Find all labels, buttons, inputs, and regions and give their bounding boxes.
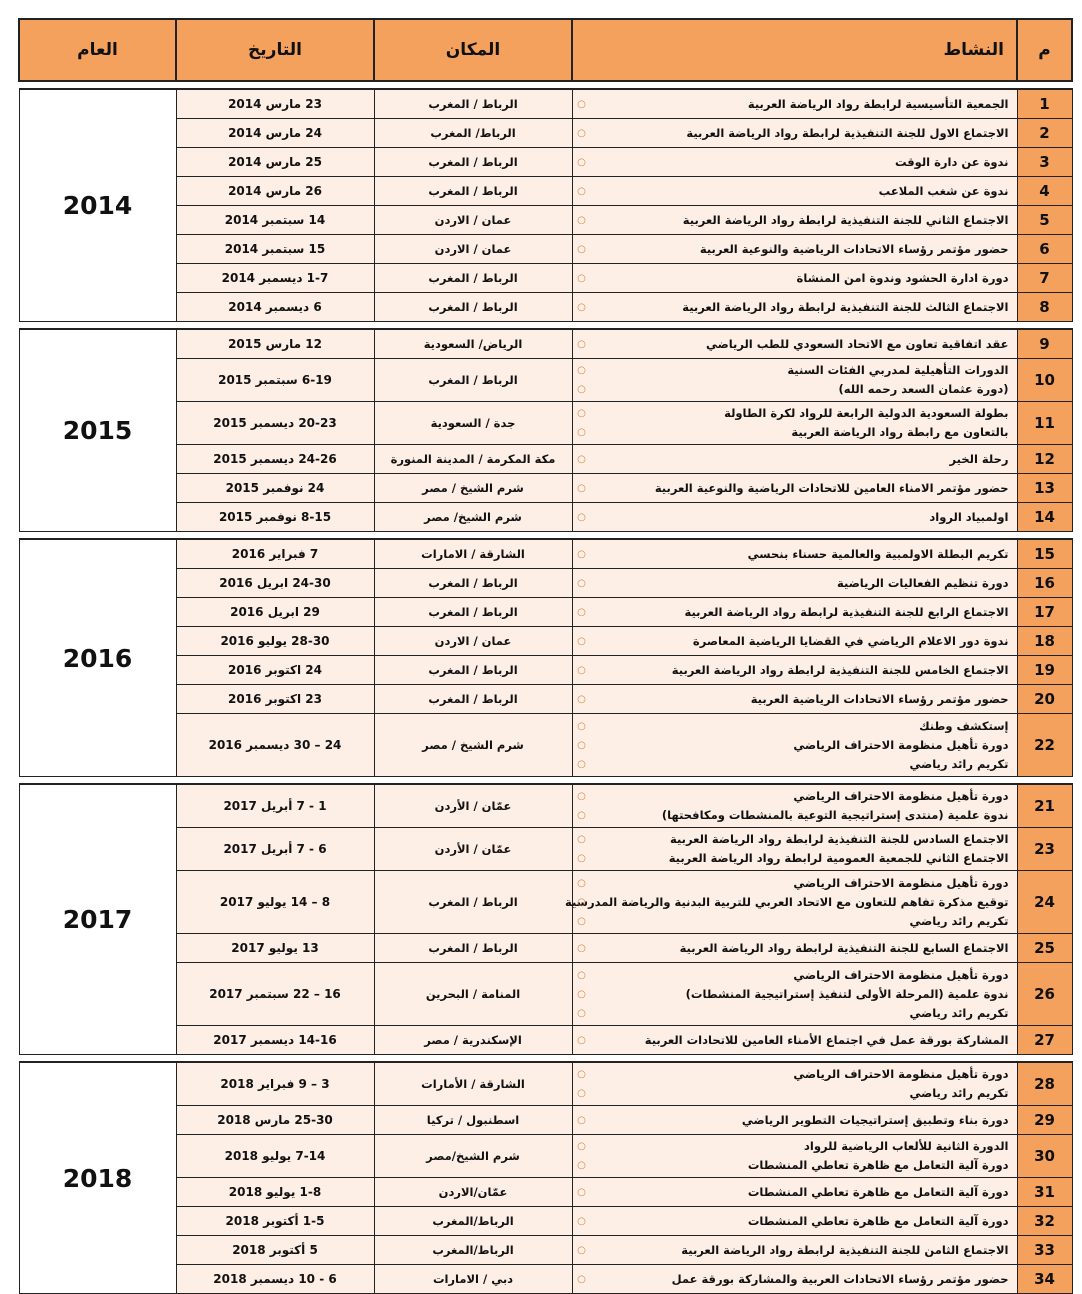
- activity-line: حضور مؤتمر رؤساء الاتحادات الرياضية العربية ○: [599, 690, 1009, 709]
- table-header-row: [19, 19, 1072, 81]
- row-number: 19: [1017, 656, 1072, 685]
- activity-line: المشاركة بورقة عمل في اجتماع الأمناء العامين للاتحادات العربية ○: [599, 1031, 1009, 1050]
- activity-line: الدورة الثانية للألعاب الرياضية للرواد ○: [599, 1137, 1009, 1156]
- activity-line: ندوة دور الاعلام الرياضي في القضايا الرياضية المعاصرة ○: [599, 632, 1009, 651]
- row-activity: [572, 1178, 1017, 1207]
- row-date: 6 - 7 أبريل 2017: [176, 828, 374, 871]
- activity-line: تكريم رائد رياضي ○: [599, 755, 1009, 774]
- row-activity: [564, 871, 1017, 934]
- table-row: [19, 828, 1072, 871]
- row-number: 29: [1017, 1106, 1072, 1135]
- group-gap-cell: [19, 777, 1072, 785]
- row-number: 15: [1017, 539, 1072, 569]
- row-number: 31: [1017, 1178, 1072, 1207]
- row-place: عمان / الاردن: [374, 627, 572, 656]
- activity-line: ندوة عن شغب الملاعب ○: [599, 182, 1009, 201]
- row-number: 22: [1017, 714, 1072, 777]
- row-activity: [572, 148, 1017, 177]
- activity-line: اولمبياد الرواد ○: [599, 508, 1009, 527]
- table-row: [19, 264, 1072, 293]
- activity-line: تكريم رائد رياضي ○: [599, 912, 1009, 931]
- activity-line: الاجتماع السابع للجنة التنفيذية لرابطة رواد الرياضة العربية ○: [599, 939, 1009, 958]
- row-place: شرم الشيخ / مصر: [374, 714, 572, 777]
- row-place: الرباط / المغرب: [374, 148, 572, 177]
- year-cell: 2016: [19, 539, 176, 777]
- header-num: م: [1017, 19, 1072, 81]
- row-number: 6: [1017, 235, 1072, 264]
- year-cell: 2014: [19, 89, 176, 322]
- table-row: [19, 656, 1072, 685]
- table-row: [19, 569, 1072, 598]
- row-activity: [572, 656, 1017, 685]
- table-row: [19, 627, 1072, 656]
- row-number: 34: [1017, 1265, 1072, 1294]
- row-activity: [572, 119, 1017, 148]
- table-row: [19, 206, 1072, 235]
- row-number: 25: [1017, 934, 1072, 963]
- row-number: 2: [1017, 119, 1072, 148]
- row-place: الرباط / المغرب: [374, 89, 572, 119]
- row-activity: [572, 569, 1017, 598]
- row-number: 26: [1017, 963, 1072, 1026]
- row-number: 16: [1017, 569, 1072, 598]
- activity-line: الاجتماع الرابع للجنة التنفيذية لرابطة رواد الرياضة العربية ○: [599, 603, 1009, 622]
- row-number: 30: [1017, 1135, 1072, 1178]
- row-date: 1 - 7 أبريل 2017: [176, 784, 374, 828]
- activity-line: دورة ادارة الحشود وندوة امن المنشاة ○: [599, 269, 1009, 288]
- table-row: [19, 359, 1072, 402]
- year-cell: 2015: [19, 329, 176, 532]
- table-row: [19, 1062, 1072, 1106]
- row-date: 23 مارس 2014: [176, 89, 374, 119]
- row-place: الرباط / المغرب: [374, 177, 572, 206]
- row-activity: [572, 1062, 1017, 1106]
- row-activity: [572, 177, 1017, 206]
- row-number: 28: [1017, 1062, 1072, 1106]
- row-place: الرباط / المغرب: [374, 264, 572, 293]
- row-activity: [572, 235, 1017, 264]
- table-row: [19, 474, 1072, 503]
- row-place: الرباط/المغرب: [374, 1207, 572, 1236]
- group-gap-row: [19, 777, 1072, 785]
- year-cell: 2018: [19, 1062, 176, 1294]
- row-date: 6 - 10 ديسمبر 2018: [176, 1265, 374, 1294]
- activity-line: الدورات التأهيلية لمدربي الفئات السنية ○: [599, 361, 1009, 380]
- group-gap-cell: [19, 81, 1072, 89]
- group-gap-row: [19, 322, 1072, 330]
- table-row: [19, 539, 1072, 569]
- group-gap-cell: [19, 532, 1072, 540]
- row-number: 4: [1017, 177, 1072, 206]
- row-place: شرم الشيخ / مصر: [374, 474, 572, 503]
- row-date: 23 اكتوبر 2016: [176, 685, 374, 714]
- row-activity: [572, 503, 1017, 532]
- row-place: الرباط/ المغرب: [374, 119, 572, 148]
- row-place: شرم الشيخ/مصر: [374, 1135, 572, 1178]
- row-date: 14 سبتمبر 2014: [176, 206, 374, 235]
- row-activity: [572, 784, 1017, 828]
- row-place: الشارقة / الأمارات: [374, 1062, 572, 1106]
- row-activity: [572, 828, 1017, 871]
- activity-line: الاجتماع الثالث للجنة التنفيذية لرابطة رواد الرياضة العربية ○: [599, 298, 1009, 317]
- row-date: 1-7 ديسمبر 2014: [176, 264, 374, 293]
- activity-line: الاجتماع السادس للجنة التنفيذية لرابطة رواد الرياضة العربية ○: [599, 830, 1009, 849]
- row-number: 13: [1017, 474, 1072, 503]
- activity-line: دورة آلية التعامل مع ظاهرة تعاطي المنشطات ○: [599, 1212, 1009, 1231]
- activity-line: دورة تأهيل منظومة الاحتراف الرياضي ○: [599, 966, 1009, 985]
- activity-line: عقد اتفاقية تعاون مع الاتحاد السعودي للطب الرياضي ○: [599, 335, 1009, 354]
- row-place: عمّان / الأردن: [374, 828, 572, 871]
- row-activity: [572, 1106, 1017, 1135]
- activity-line: الجمعية التأسيسية لرابطة رواد الرياضة العربية ○: [599, 95, 1009, 114]
- row-activity: [572, 539, 1017, 569]
- table-row: [19, 963, 1072, 1026]
- activity-line: بالتعاون مع رابطة رواد الرياضة العربية ○: [599, 423, 1009, 442]
- table-row: [19, 1026, 1072, 1055]
- activity-line: الاجتماع الثاني للجمعية العمومية لرابطة رواد الرياضة العربية ○: [599, 849, 1009, 868]
- table-row: [19, 235, 1072, 264]
- row-place: عمّان / الأردن: [374, 784, 572, 828]
- row-place: عمان / الاردن: [374, 206, 572, 235]
- row-activity: [572, 293, 1017, 322]
- table-row: [19, 784, 1072, 828]
- row-place: المنامة / البحرين: [374, 963, 572, 1026]
- activity-line: (دورة عثمان السعد رحمه الله) ○: [599, 380, 1009, 399]
- row-activity: [572, 627, 1017, 656]
- row-activity: [572, 402, 1017, 445]
- row-number: 17: [1017, 598, 1072, 627]
- activity-line: تكريم رائد رياضي ○: [599, 1004, 1009, 1023]
- table-row: [19, 871, 1072, 934]
- activity-line: رحلة الخير ○: [599, 450, 1009, 469]
- row-activity: [572, 445, 1017, 474]
- row-number: 8: [1017, 293, 1072, 322]
- activity-line: دورة تأهيل منظومة الاحتراف الرياضي ○: [599, 874, 1009, 893]
- activity-line: دورة تنظيم الفعاليات الرياضية ○: [599, 574, 1009, 593]
- row-place: الرباط / المغرب: [374, 685, 572, 714]
- row-activity: [572, 329, 1017, 359]
- row-number: 14: [1017, 503, 1072, 532]
- row-date: 8 – 14 يوليو 2017: [176, 871, 374, 934]
- activity-line: تكريم البطلة الاولمبية والعالمية حسناء بنحسي ○: [599, 545, 1009, 564]
- table-row: [19, 329, 1072, 359]
- row-date: 16 – 22 سبتمبر 2017: [176, 963, 374, 1026]
- activity-line: توقيع مذكرة تفاهم للتعاون مع الاتحاد العربي للتربية البدنية والرياضة المدرسية ○: [599, 893, 1009, 912]
- row-date: 12 مارس 2015: [176, 329, 374, 359]
- row-place: الرياض/ السعودية: [374, 329, 572, 359]
- row-place: اسطنبول / تركيا: [374, 1106, 572, 1135]
- table-row: [19, 934, 1072, 963]
- group-gap-row: [19, 81, 1072, 89]
- row-place: الرباط / المغرب: [374, 569, 572, 598]
- row-date: 24 نوفمبر 2015: [176, 474, 374, 503]
- row-date: 7-14 يوليو 2018: [176, 1135, 374, 1178]
- activity-line: حضور مؤتمر الامناء العامين للاتحادات الرياضية والنوعية العربية ○: [599, 479, 1009, 498]
- row-number: 20: [1017, 685, 1072, 714]
- table-row: [19, 1236, 1072, 1265]
- row-activity: [572, 685, 1017, 714]
- activities-table: [18, 18, 1073, 1294]
- row-activity: [572, 264, 1017, 293]
- row-number: 18: [1017, 627, 1072, 656]
- row-activity: [572, 714, 1017, 777]
- row-date: 20-23 ديسمبر 2015: [176, 402, 374, 445]
- table-row: [19, 598, 1072, 627]
- table-row: [19, 1178, 1072, 1207]
- activity-line: دورة تأهيل منظومة الاحتراف الرياضي ○: [599, 787, 1009, 806]
- table-row: [19, 402, 1072, 445]
- activity-line: الاجتماع الثامن للجنة التنفيذية لرابطة رواد الرياضة العربية ○: [599, 1241, 1009, 1260]
- row-place: دبي / الامارات: [374, 1265, 572, 1294]
- activity-line: ندوة عن دارة الوقت ○: [599, 153, 1009, 172]
- activity-line: الاجتماع الثاني للجنة التنفيذية لرابطة رواد الرياضة العربية ○: [599, 211, 1009, 230]
- table-row: [19, 293, 1072, 322]
- row-activity: [572, 474, 1017, 503]
- activity-line: دورة تأهيل منظومة الاحتراف الرياضي ○: [599, 1065, 1009, 1084]
- group-gap-row: [19, 532, 1072, 540]
- row-number: 9: [1017, 329, 1072, 359]
- activities-table-container: [18, 18, 1071, 1294]
- row-number: 12: [1017, 445, 1072, 474]
- activity-line: الاجتماع الخامس للجنة التنفيذية لرابطة رواد الرياضة العربية ○: [599, 661, 1009, 680]
- row-activity: [572, 359, 1017, 402]
- activity-line: تكريم رائد رياضي ○: [599, 1084, 1009, 1103]
- row-date: 24 اكتوبر 2016: [176, 656, 374, 685]
- row-number: 27: [1017, 1026, 1072, 1055]
- activity-line: دورة تأهيل منظومة الاحتراف الرياضي ○: [599, 736, 1009, 755]
- row-activity: [572, 934, 1017, 963]
- row-place: الرباط / المغرب: [374, 934, 572, 963]
- row-activity: [572, 1207, 1017, 1236]
- row-place: عمّان/الاردن: [374, 1178, 572, 1207]
- row-place: مكة المكرمة / المدينة المنورة: [374, 445, 572, 474]
- table-body: [19, 81, 1072, 1294]
- table-row: [19, 119, 1072, 148]
- row-number: 33: [1017, 1236, 1072, 1265]
- header-year: العام: [19, 19, 176, 81]
- row-number: 24: [1017, 871, 1072, 934]
- table-row: [19, 89, 1072, 119]
- row-activity: [572, 1265, 1017, 1294]
- row-date: 25 مارس 2014: [176, 148, 374, 177]
- activity-line: بطولة السعودية الدولية الرابعة للرواد لكرة الطاولة ○: [599, 404, 1009, 423]
- activity-line: ندوة علمية (المرحلة الأولى لتنفيذ إستراتيجية المنشطات) ○: [599, 985, 1009, 1004]
- row-number: 3: [1017, 148, 1072, 177]
- row-activity: [572, 89, 1017, 119]
- row-activity: [572, 963, 1017, 1026]
- group-gap-cell: [19, 1055, 1072, 1063]
- row-date: 24-26 ديسمبر 2015: [176, 445, 374, 474]
- row-date: 5 أكتوبر 2018: [176, 1236, 374, 1265]
- table-row: [19, 177, 1072, 206]
- table-row: [19, 1265, 1072, 1294]
- activity-line: ندوة علمية (منتدى إستراتيجية التوعية بالمنشطات ومكافحتها) ○: [599, 806, 1009, 825]
- table-row: [19, 1207, 1072, 1236]
- row-activity: [572, 1236, 1017, 1265]
- row-activity: [572, 1026, 1017, 1055]
- row-date: 15 سبتمبر 2014: [176, 235, 374, 264]
- row-date: 24-30 ابريل 2016: [176, 569, 374, 598]
- header-activity: [572, 19, 1017, 81]
- activity-line: دورة آلية التعامل مع ظاهرة تعاطي المنشطات ○: [599, 1156, 1009, 1175]
- row-activity: [572, 206, 1017, 235]
- table-row: [19, 1135, 1072, 1178]
- row-activity: [572, 1135, 1017, 1178]
- row-place: جدة / السعودية: [374, 402, 572, 445]
- row-activity: [572, 598, 1017, 627]
- row-number: 10: [1017, 359, 1072, 402]
- header-place: المكان: [374, 19, 572, 81]
- row-place: الشارقة / الامارات: [374, 539, 572, 569]
- header-activity-label: النشاط: [943, 40, 1004, 60]
- row-place: الإسكندرية / مصر: [374, 1026, 572, 1055]
- activity-line: دورة آلية التعامل مع ظاهرة تعاطي المنشطات ○: [599, 1183, 1009, 1202]
- row-place: الرباط / المغرب: [374, 293, 572, 322]
- activity-line: إستكشف وطنك ○: [599, 717, 1009, 736]
- year-cell: 2017: [19, 784, 176, 1055]
- row-date: 7 فبراير 2016: [176, 539, 374, 569]
- row-date: 25-30 مارس 2018: [176, 1106, 374, 1135]
- row-place: الرباط/المغرب: [374, 1236, 572, 1265]
- row-date: 8-15 نوفمبر 2015: [176, 503, 374, 532]
- table-row: [19, 1106, 1072, 1135]
- row-date: 1-5 أكتوبر 2018: [176, 1207, 374, 1236]
- row-place: الرباط / المغرب: [374, 656, 572, 685]
- row-place: الرباط / المغرب: [374, 359, 572, 402]
- activity-line: حضور مؤتمر رؤساء الاتحادات الرياضية والنوعية العربية ○: [599, 240, 1009, 259]
- row-place: شرم الشيخ/ مصر: [374, 503, 572, 532]
- row-date: 28-30 يوليو 2016: [176, 627, 374, 656]
- header-date: التاريخ: [176, 19, 374, 81]
- activity-line: الاجتماع الاول للجنة التنفيذية لرابطة رواد الرياضة العربية ○: [599, 124, 1009, 143]
- row-number: 5: [1017, 206, 1072, 235]
- row-number: 21: [1017, 784, 1072, 828]
- activity-line: دورة بناء وتطبيق إستراتيجيات التطوير الرياضي ○: [599, 1111, 1009, 1130]
- row-number: 32: [1017, 1207, 1072, 1236]
- row-number: 1: [1017, 89, 1072, 119]
- row-date: 13 يوليو 2017: [176, 934, 374, 963]
- activity-line: حضور مؤتمر رؤساء الاتحادات العربية والمشاركة بورقة عمل ○: [599, 1270, 1009, 1289]
- row-date: 29 ابريل 2016: [176, 598, 374, 627]
- row-date: 24 مارس 2014: [176, 119, 374, 148]
- table-row: [19, 445, 1072, 474]
- row-number: 23: [1017, 828, 1072, 871]
- row-date: 6-19 سبتمبر 2015: [176, 359, 374, 402]
- row-date: 26 مارس 2014: [176, 177, 374, 206]
- group-gap-row: [19, 1055, 1072, 1063]
- table-row: [19, 503, 1072, 532]
- row-place: الرباط / المغرب: [374, 871, 572, 934]
- row-date: 24 – 30 ديسمبر 2016: [176, 714, 374, 777]
- table-row: [19, 148, 1072, 177]
- row-date: 1-8 يوليو 2018: [176, 1178, 374, 1207]
- row-place: عمان / الاردن: [374, 235, 572, 264]
- row-date: 6 ديسمبر 2014: [176, 293, 374, 322]
- row-place: الرباط / المغرب: [374, 598, 572, 627]
- row-date: 3 – 9 فبراير 2018: [176, 1062, 374, 1106]
- row-number: 7: [1017, 264, 1072, 293]
- row-number: 11: [1017, 402, 1072, 445]
- table-row: [19, 685, 1072, 714]
- row-date: 14-16 ديسمبر 2017: [176, 1026, 374, 1055]
- group-gap-cell: [19, 322, 1072, 330]
- table-row: [19, 714, 1072, 777]
